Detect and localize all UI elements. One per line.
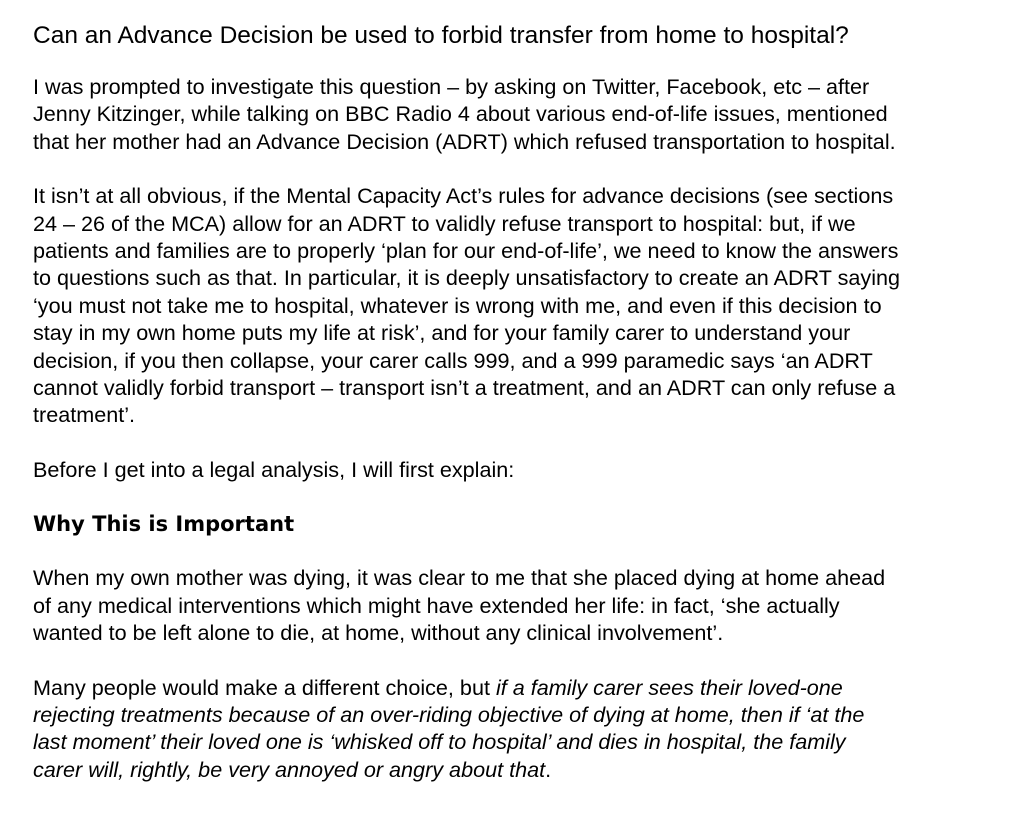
italic-line: last moment’ their loved one is ‘whisked off to hospital’ and dies in hospital, the family [33, 729, 846, 755]
paragraph-line: to questions such as that. In particular, it is deeply unsatisfactory to create an ADRT saying [33, 265, 901, 291]
paragraph-line: stay in my own home puts my life at risk’, and for your family carer to understand your [33, 320, 851, 346]
family-carer-paragraph [33, 674, 1008, 784]
paragraph-line: I was prompted to investigate this question – by asking on Twitter, Facebook, etc – after [33, 74, 870, 99]
paragraph-line [33, 756, 1008, 783]
italic-text: carer will, rightly, be very annoyed or angry about that [33, 756, 546, 782]
mca-paragraph [33, 182, 1008, 429]
paragraph-line: wanted to be left alone to die, at home, without any clinical involvement’. [33, 620, 724, 646]
paragraph-line: patients and families are to properly ‘plan for our end-of-life’, we need to know the answers [33, 238, 899, 264]
paragraph-line [33, 674, 1008, 701]
paragraph-line: When my own mother was dying, it was clear to me that she placed dying at home ahead [33, 565, 886, 591]
paragraph-line: cannot validly forbid transport – transport isn’t a treatment, and an ADRT can only refuse a [33, 375, 896, 401]
paragraph-line: 24 – 26 of the MCA) allow for an ADRT to validly refuse transport to hospital: but, if we [33, 210, 856, 236]
italic-line: rejecting treatments because of an over-riding objective of dying at home, then if ‘at the [33, 701, 865, 727]
document-title: Can an Advance Decision be used to forbid transfer from home to hospital? [33, 22, 849, 49]
mother-paragraph [33, 564, 1008, 646]
paragraph-line: Before I get into a legal analysis, I will first explain: [33, 456, 515, 482]
plain-text: Many people would make a different choice, but [33, 674, 496, 700]
intro-paragraph [33, 73, 1008, 155]
plain-text: . [545, 756, 552, 782]
document-page [33, 20, 1008, 810]
paragraph-line: ‘you must not take me to hospital, whatever is wrong with me, and even if this decision to [33, 292, 882, 318]
legal-analysis-paragraph [33, 456, 1008, 483]
paragraph-line: that her mother had an Advance Decision (ADRT) which refused transportation to hospital. [33, 128, 896, 154]
paragraph-line: treatment’. [33, 402, 136, 428]
paragraph-line: It isn’t at all obvious, if the Mental Capacity Act’s rules for advance decisions (see sections [33, 183, 894, 209]
italic-text: if a family carer sees their loved-one [495, 674, 843, 700]
section-heading: Why This is Important [33, 512, 295, 537]
paragraph-line: of any medical interventions which might have extended her life: in fact, ‘she actually [33, 592, 840, 618]
paragraph-line: Jenny Kitzinger, while talking on BBC Radio 4 about various end-of-life issues, mentioned [33, 101, 888, 127]
paragraph-line: decision, if you then collapse, your carer calls 999, and a 999 paramedic says ‘an ADRT [33, 347, 873, 373]
